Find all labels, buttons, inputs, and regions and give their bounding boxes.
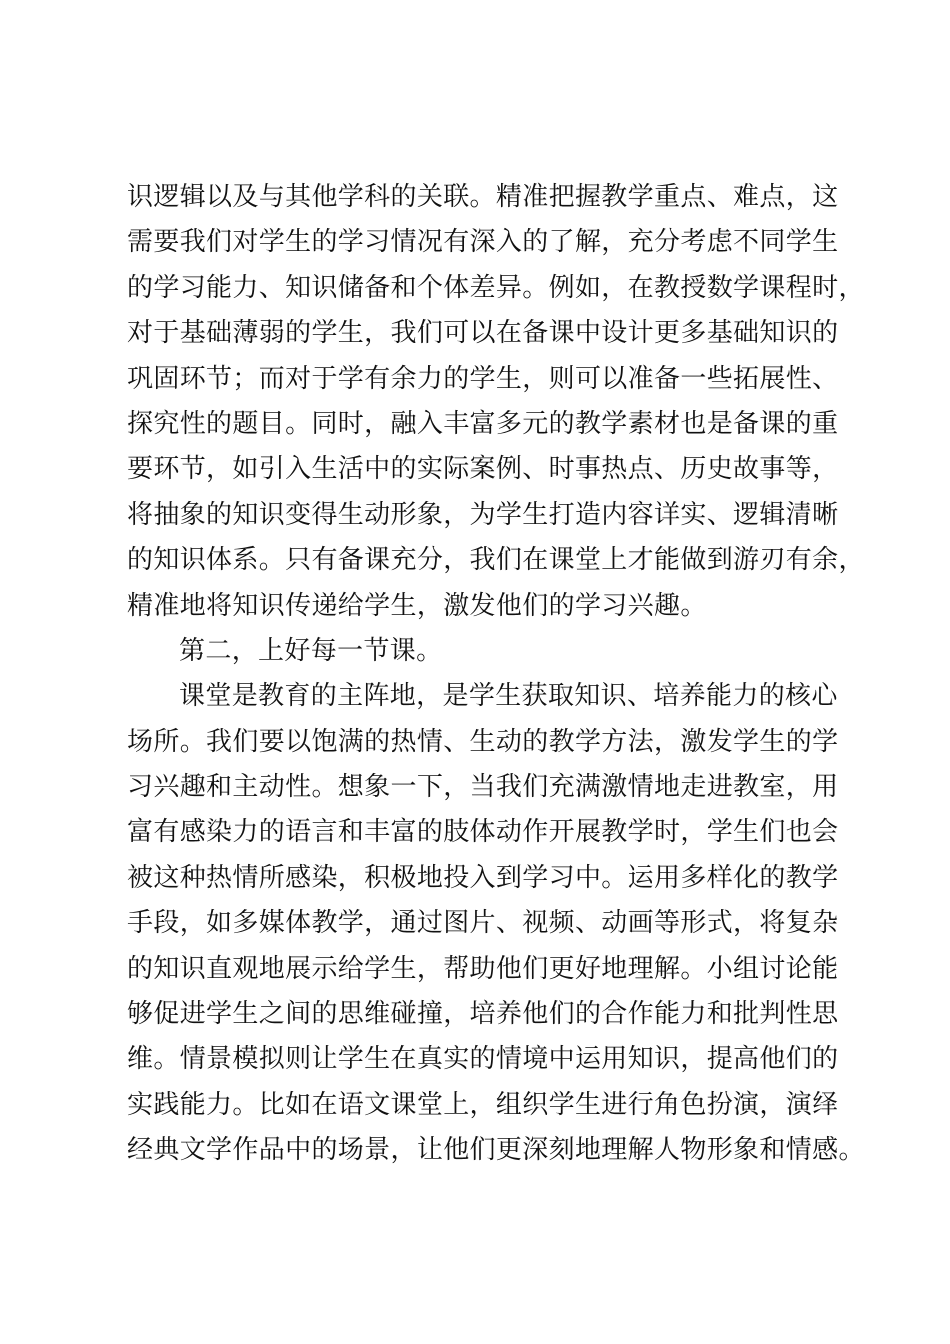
text-line: 场所。我们要以饱满的热情、生动的教学方法，激发学生的学 (127, 726, 839, 757)
text-line: 实践能力。比如在语文课堂上，组织学生进行角色扮演，演绎 (127, 1089, 839, 1120)
text-line: 够促进学生之间的思维碰撞，培养他们的合作能力和批判性思 (127, 999, 839, 1030)
text-line: 的知识直观地展示给学生，帮助他们更好地理解。小组讨论能 (127, 953, 839, 984)
text-line: 维。情景模拟则让学生在真实的情境中运用知识，提高他们的 (127, 1044, 839, 1075)
text-line: 手段，如多媒体教学，通过图片、视频、动画等形式，将复杂 (127, 908, 839, 939)
text-line: 识逻辑以及与其他学科的关联。精准把握教学重点、难点，这 (127, 182, 839, 212)
text-line: 的知识体系。只有备课充分，我们在课堂上才能做到游刃有余， (127, 545, 865, 576)
text-line: 经典文学作品中的场景，让他们更深刻地理解人物形象和情感。 (127, 1135, 865, 1166)
text-line: 被这种热情所感染，积极地投入到学习中。运用多样化的教学 (127, 862, 839, 893)
document-body (127, 175, 865, 1174)
text-line: 对于基础薄弱的学生，我们可以在备课中设计更多基础知识的 (127, 318, 839, 349)
text-line: 探究性的题目。同时，融入丰富多元的教学素材也是备课的重 (127, 408, 839, 439)
text-line: 精准地将知识传递给学生，激发他们的学习兴趣。 (127, 590, 707, 621)
paragraph-first-line: 课堂是教育的主阵地，是学生获取知识、培养能力的核心 (179, 681, 838, 712)
text-line: 将抽象的知识变得生动形象，为学生打造内容详实、逻辑清晰 (127, 499, 839, 530)
section-heading: 第二，上好每一节课。 (179, 635, 443, 666)
text-line: 富有感染力的语言和丰富的肢体动作开展教学时，学生们也会 (127, 817, 839, 848)
text-line: 巩固环节；而对于学有余力的学生，则可以准备一些拓展性、 (127, 363, 839, 394)
text-line: 需要我们对学生的学习情况有深入的了解，充分考虑不同学生 (127, 227, 839, 258)
text-line: 的学习能力、知识储备和个体差异。例如，在教授数学课程时， (127, 272, 865, 303)
text-line: 要环节，如引入生活中的实际案例、时事热点、历史故事等， (127, 454, 839, 485)
text-line: 习兴趣和主动性。想象一下，当我们充满激情地走进教室，用 (127, 772, 839, 803)
